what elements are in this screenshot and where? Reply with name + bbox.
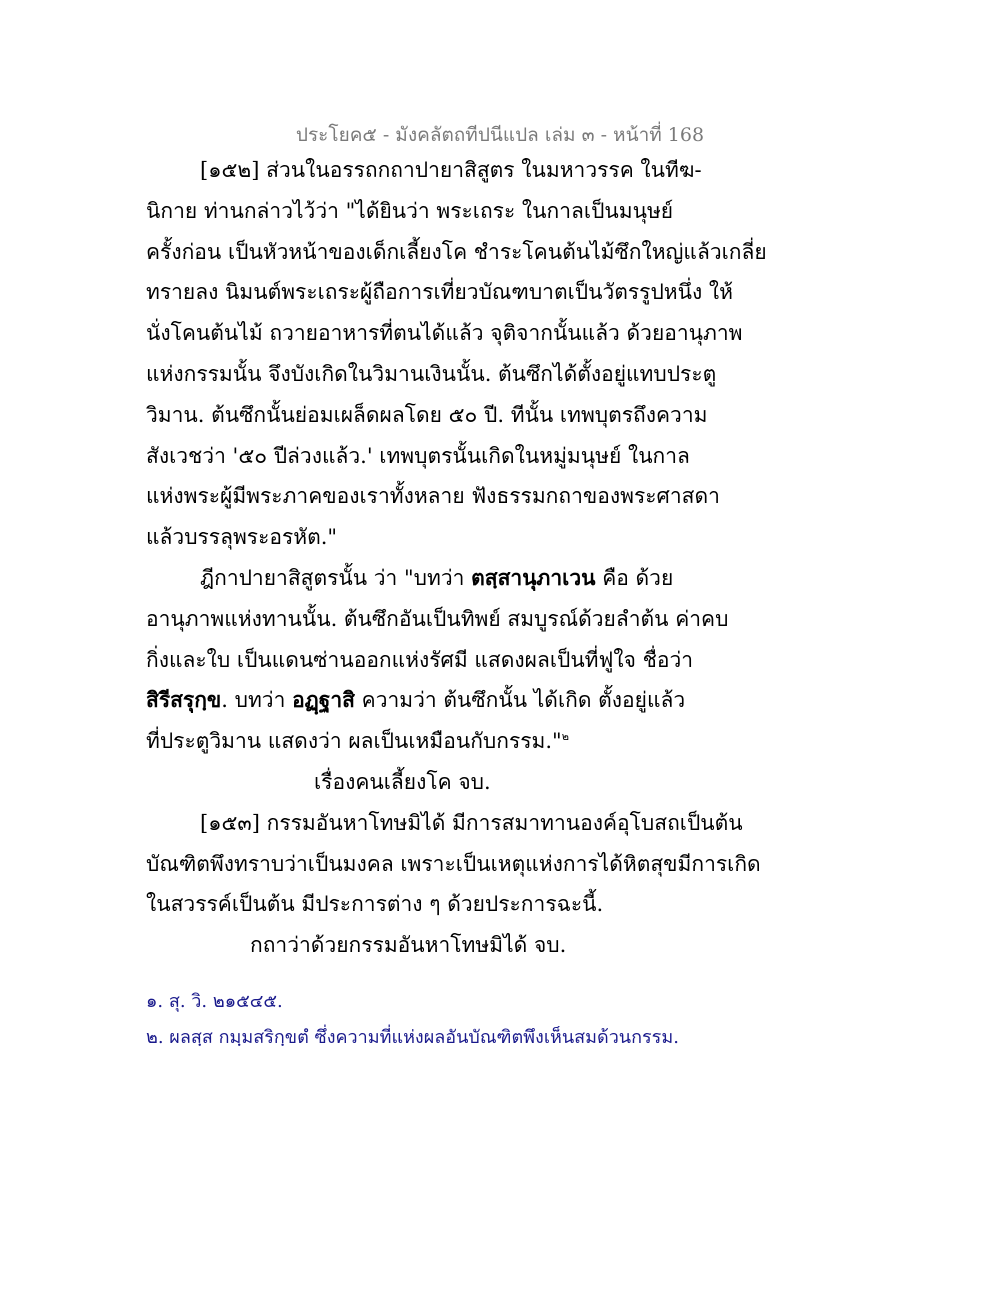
paragraph-1-line: [๑๕๒] ส่วนในอรรถกถาปายาสิสูตร ในมหาวรรค ในทีฆ-	[200, 158, 702, 182]
footnote-1: ๑. สุ. วิ. ๒๑๕๔๕.	[146, 991, 283, 1012]
paragraph-1-line: แห่งกรรมนั้น จึงบังเกิดในวิมานเงินนั้น. ต้นซึกได้ตั้งอยู่แทบประตู	[146, 361, 717, 386]
pali-term: สิรีสรุกฺข	[146, 687, 222, 713]
paragraph-2-line-4	[146, 680, 866, 721]
paragraph-1-line: แล้วบรรลุพระอรหัต."	[146, 525, 338, 550]
text-run: ที่ประตูวิมาน แสดงว่า ผลเป็นเหมือนกับกรรม."	[146, 729, 562, 754]
paragraph-2-line-2: อานุภาพแห่งทานนั้น. ต้นซึกอันเป็นทิพย์ สมบูรณ์ด้วยลำต้น ค่าคบ	[146, 606, 729, 631]
text-run: ฎีกาปายาสิสูตรนั้น ว่า "บทว่า	[200, 565, 472, 590]
paragraph-3-line: [๑๕๓] กรรมอันหาโทษมิได้ มีการสมาทานองค์อุโบสถเป็นต้น	[200, 810, 743, 835]
footnote-marker: ๒	[561, 730, 569, 744]
paragraph-2-line-3: กิ่งและใบ เป็นแดนซ่านออกแห่งรัศมี แสดงผลเป็นที่ฟูใจ ชื่อว่า	[146, 647, 694, 672]
story-end-heading: เรื่องคนเลี้ยงโค จบ.	[314, 769, 491, 794]
pali-term: ตสฺสานุภาเวน	[471, 564, 596, 590]
section-end-heading: กถาว่าด้วยกรรมอันหาโทษมิได้ จบ.	[250, 933, 567, 958]
paragraph-2-line-5	[146, 721, 866, 762]
paragraph-1-line: ครั้งก่อน เป็นหัวหน้าของเด็กเลี้ยงโค ชำระโคนต้นไม้ซึกใหญ่แล้วเกลี่ย	[146, 239, 767, 264]
paragraph-1-line: นิกาย ท่านกล่าวไว้ว่า "ได้ยินว่า พระเถระ ในกาลเป็นมนุษย์	[146, 198, 674, 223]
paragraph-1-line: แห่งพระผู้มีพระภาคของเราทั้งหลาย ฟังธรรมกถาของพระศาสดา	[146, 484, 720, 509]
paragraph-1-line: นั่งโคนต้นไม้ ถวายอาหารที่ตนได้แล้ว จุติจากนั้นแล้ว ด้วยอานุภาพ	[146, 321, 743, 346]
body-text	[146, 150, 866, 966]
paragraph-1-line: สังเวชว่า '๕๐ ปีล่วงแล้ว.' เทพบุตรนั้นเกิดในหมู่มนุษย์ ในกาล	[146, 443, 690, 468]
paragraph-3-line: ในสวรรค์เป็นต้น มีประการต่าง ๆ ด้วยประการฉะนี้.	[146, 892, 604, 917]
paragraph-2-line-1	[146, 558, 866, 599]
footnotes	[146, 984, 866, 1056]
text-run: ความว่า ต้นซึกนั้น ได้เกิด ตั้งอยู่แล้ว	[354, 688, 686, 713]
paragraph-1-line: วิมาน. ต้นซึกนั้นย่อมเผล็ดผลโดย ๕๐ ปี. ทีนั้น เทพบุตรถึงความ	[146, 402, 708, 427]
paragraph-1-line: ทรายลง นิมนต์พระเถระผู้ถือการเที่ยวบัณฑบาตเป็นวัตรรูปหนึ่ง ให้	[146, 280, 734, 305]
page-header: ประโยค๕ - มังคลัตถทีปนีแปล เล่ม ๓ - หน้าที่ 168	[295, 124, 705, 146]
text-run: . บทว่า	[221, 688, 293, 713]
text-run: คือ ด้วย	[595, 565, 674, 590]
paragraph-3-line: บัณฑิตพึงทราบว่าเป็นมงคล เพราะเป็นเหตุแห่งการได้หิตสุขมีการเกิด	[146, 851, 761, 876]
pali-term: อฏฺฐาสิ	[292, 687, 355, 713]
footnote-2: ๒. ผลสฺส กมฺมสริกฺขตํ ซึ่งความที่แห่งผลอันบัณฑิตพึงเห็นสมด้วนกรรม.	[146, 1027, 679, 1048]
